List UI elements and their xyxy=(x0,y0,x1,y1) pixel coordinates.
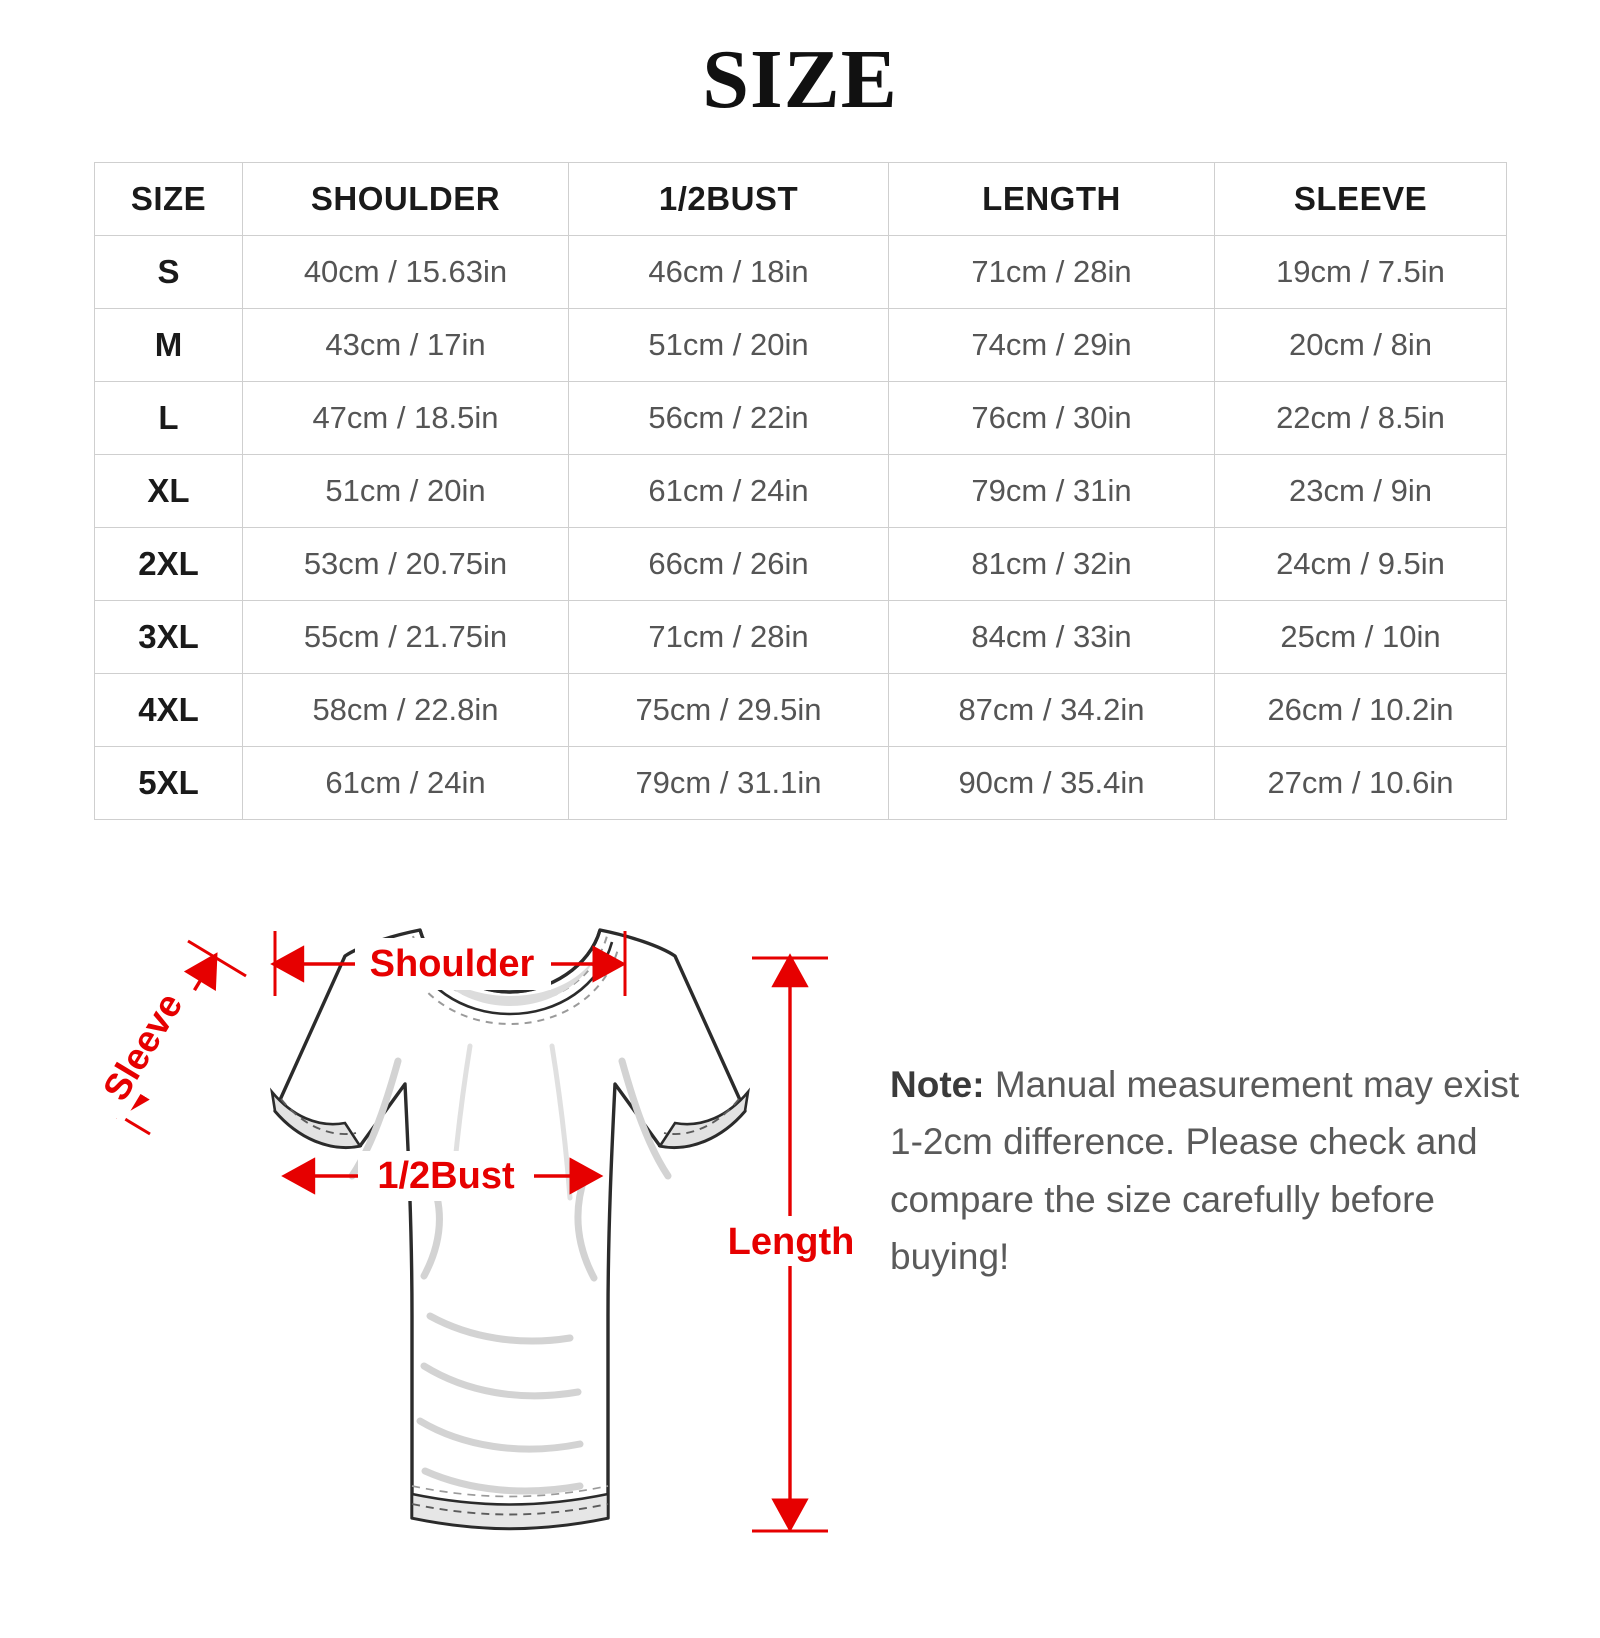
column-header-size: SIZE xyxy=(95,163,243,236)
size-chart-table-wrapper xyxy=(94,162,1506,820)
table-row xyxy=(95,528,1507,601)
measurement-note xyxy=(890,1056,1530,1285)
cell-shoulder: 43cm / 17in xyxy=(243,309,569,382)
cell-shoulder: 51cm / 20in xyxy=(243,455,569,528)
bust-label: 1/2Bust xyxy=(377,1155,515,1197)
size-chart-table xyxy=(94,162,1507,820)
column-header-bust: 1/2BUST xyxy=(569,163,889,236)
cell-bust: 51cm / 20in xyxy=(569,309,889,382)
cell-length: 81cm / 32in xyxy=(889,528,1215,601)
cell-length: 74cm / 29in xyxy=(889,309,1215,382)
cell-length: 90cm / 35.4in xyxy=(889,747,1215,820)
cell-bust: 61cm / 24in xyxy=(569,455,889,528)
cell-length: 79cm / 31in xyxy=(889,455,1215,528)
note-text: Manual measurement may exist 1-2cm difference. Please check and compare the size carefully before buying! xyxy=(890,1064,1520,1278)
cell-sleeve: 22cm / 8.5in xyxy=(1215,382,1507,455)
cell-bust: 79cm / 31.1in xyxy=(569,747,889,820)
cell-bust: 66cm / 26in xyxy=(569,528,889,601)
cell-sleeve: 19cm / 7.5in xyxy=(1215,236,1507,309)
cell-shoulder: 53cm / 20.75in xyxy=(243,528,569,601)
cell-shoulder: 40cm / 15.63in xyxy=(243,236,569,309)
cell-size: XL xyxy=(95,455,243,528)
cell-size: S xyxy=(95,236,243,309)
length-label: Length xyxy=(727,1221,855,1263)
cell-bust: 71cm / 28in xyxy=(569,601,889,674)
cell-shoulder: 47cm / 18.5in xyxy=(243,382,569,455)
cell-sleeve: 23cm / 9in xyxy=(1215,455,1507,528)
table-row xyxy=(95,236,1507,309)
table-header-row xyxy=(95,163,1507,236)
cell-size: M xyxy=(95,309,243,382)
table-row xyxy=(95,747,1507,820)
cell-bust: 46cm / 18in xyxy=(569,236,889,309)
measurement-diagram xyxy=(0,846,1600,1586)
cell-sleeve: 25cm / 10in xyxy=(1215,601,1507,674)
cell-shoulder: 55cm / 21.75in xyxy=(243,601,569,674)
cell-shoulder: 58cm / 22.8in xyxy=(243,674,569,747)
shoulder-label: Shoulder xyxy=(369,943,535,985)
cell-sleeve: 20cm / 8in xyxy=(1215,309,1507,382)
page-title: SIZE xyxy=(702,33,898,126)
cell-sleeve: 24cm / 9.5in xyxy=(1215,528,1507,601)
cell-length: 71cm / 28in xyxy=(889,236,1215,309)
cell-length: 84cm / 33in xyxy=(889,601,1215,674)
cell-size: L xyxy=(95,382,243,455)
cell-sleeve: 27cm / 10.6in xyxy=(1215,747,1507,820)
column-header-shoulder: SHOULDER xyxy=(243,163,569,236)
cell-sleeve: 26cm / 10.2in xyxy=(1215,674,1507,747)
table-row xyxy=(95,601,1507,674)
tshirt-outline xyxy=(272,930,748,1529)
cell-size: 2XL xyxy=(95,528,243,601)
cell-length: 87cm / 34.2in xyxy=(889,674,1215,747)
cell-size: 4XL xyxy=(95,674,243,747)
column-header-length: LENGTH xyxy=(889,163,1215,236)
cell-size: 5XL xyxy=(95,747,243,820)
cell-size: 3XL xyxy=(95,601,243,674)
cell-bust: 75cm / 29.5in xyxy=(569,674,889,747)
cell-length: 76cm / 30in xyxy=(889,382,1215,455)
cell-bust: 56cm / 22in xyxy=(569,382,889,455)
column-header-sleeve: SLEEVE xyxy=(1215,163,1507,236)
table-row xyxy=(95,455,1507,528)
sleeve-label: Sleeve xyxy=(94,985,191,1108)
note-prefix: Note: xyxy=(890,1064,985,1105)
table-row xyxy=(95,309,1507,382)
table-row xyxy=(95,674,1507,747)
cell-shoulder: 61cm / 24in xyxy=(243,747,569,820)
table-row xyxy=(95,382,1507,455)
